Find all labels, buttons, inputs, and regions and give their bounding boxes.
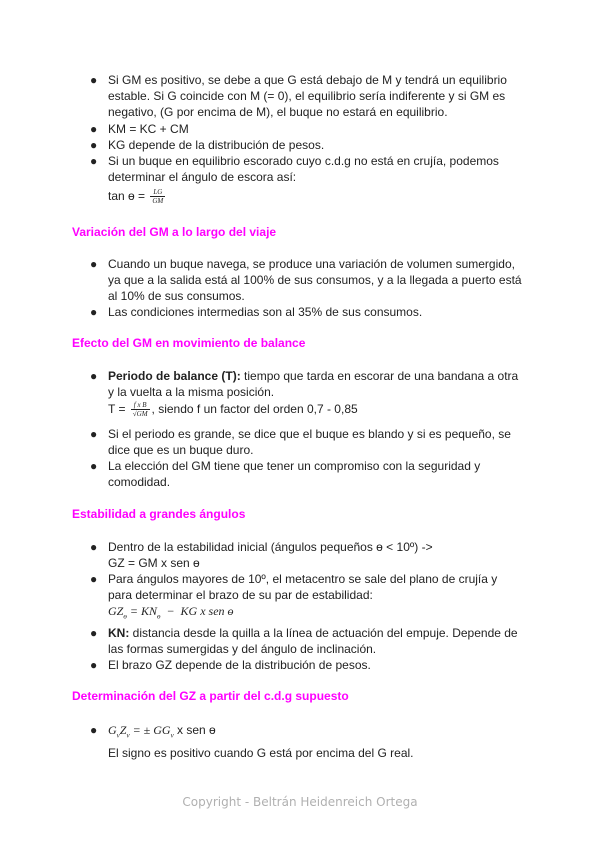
list-item: Periodo de balance (T): tiempo que tarda en escorar de una bandana a otra y la vuelta a la misma posición. (108, 369, 519, 399)
bullet: ● (90, 427, 98, 441)
bullet: ● (90, 73, 98, 87)
list-item: KM = KC + CM (108, 122, 189, 136)
list-item: Las condiciones intermedias son al 35% de sus consumos. (108, 305, 423, 319)
list-item: Si el periodo es grande, se dice que el buque es blando y si es pequeño, se dice que es un buque duro. (108, 427, 511, 457)
list-item: Dentro de la estabilidad inicial (ángulos pequeños ɵ < 10º) -> GZ = GM x sen ɵ (108, 540, 433, 570)
bullet: ● (90, 572, 98, 586)
list-item: KN: distancia desde la quilla a la línea de actuación del empuje. Depende de las formas sumergidas y del ángulo de inclinación. (108, 626, 518, 656)
bullet: ● (90, 138, 98, 152)
list-item: Si un buque en equilibrio escorado cuyo c.d.g no está en crujía, podemos determinar el ángulo de escora así: (108, 154, 499, 184)
bullet: ● (90, 723, 98, 737)
gz-formula: $GZ_ɵ = KN_ɵ$ − KG x sen ɵ (108, 604, 234, 621)
list-item: El brazo GZ depende de la distribución de pesos. (108, 658, 371, 672)
list-item: $G_vZ_v$ = ± $GG_v$ x sen ɵ El signo es positivo cuando G está por encima del G real. (108, 722, 538, 761)
list-item: La elección del GM tiene que tener un compromiso con la seguridad y comodidad. (108, 459, 481, 489)
bullet: ● (90, 369, 98, 383)
fraction: $\frac{LG}{GM}$ (152, 188, 164, 206)
bullet: ● (90, 154, 98, 168)
gvzv-formula: $G_vZ_v$ = ± $GG_v$ x sen ɵ (108, 723, 216, 740)
bullet: ● (90, 626, 98, 640)
bullet: ● (90, 540, 98, 554)
list-item: Si GM es positivo, se debe a que G está debajo de M y tendrá un equilibrio estable. Si G coincide con M (= 0), el equilibrio sería indiferente y si GM es negativo, (G por encima de M), el buque no estará en equilibrio. (108, 73, 507, 119)
section-heading: Determinación del GZ a partir del c.d.g supuesto (72, 689, 349, 703)
list-item: Para ángulos mayores de 10º, el metacentro se sale del plano de crujía y para determinar el brazo de su par de estabilidad: (108, 572, 498, 602)
period-formula: T = $\frac{\text{f x B}}{√GM}$ , siendo f un factor del orden 0,7 - 0,85 (108, 401, 358, 419)
copyright-footer: Copyright - Beltrán Heidenreich Ortega (182, 795, 418, 809)
list-item: KG depende de la distribución de pesos. (108, 138, 325, 152)
fraction: $\frac{\text{f x B}}{√GM}$ (132, 401, 148, 419)
section-heading: Estabilidad a grandes ángulos (72, 507, 246, 521)
section-heading: Variación del GM a lo largo del viaje (72, 225, 277, 239)
bullet: ● (90, 658, 98, 672)
bullet: ● (90, 305, 98, 319)
tan-formula: tan ɵ = $\frac{LG}{GM}$ (108, 188, 164, 206)
bullet: ● (90, 122, 98, 136)
bullet: ● (90, 459, 98, 473)
list-item: Cuando un buque navega, se produce una variación de volumen sumergido, ya que a la salida está al 100% de sus consumos, y a la llegada a puerto está al 10% de sus consumos. (108, 257, 522, 303)
section-heading: Efecto del GM en movimiento de balance (72, 336, 306, 350)
bullet: ● (90, 257, 98, 271)
